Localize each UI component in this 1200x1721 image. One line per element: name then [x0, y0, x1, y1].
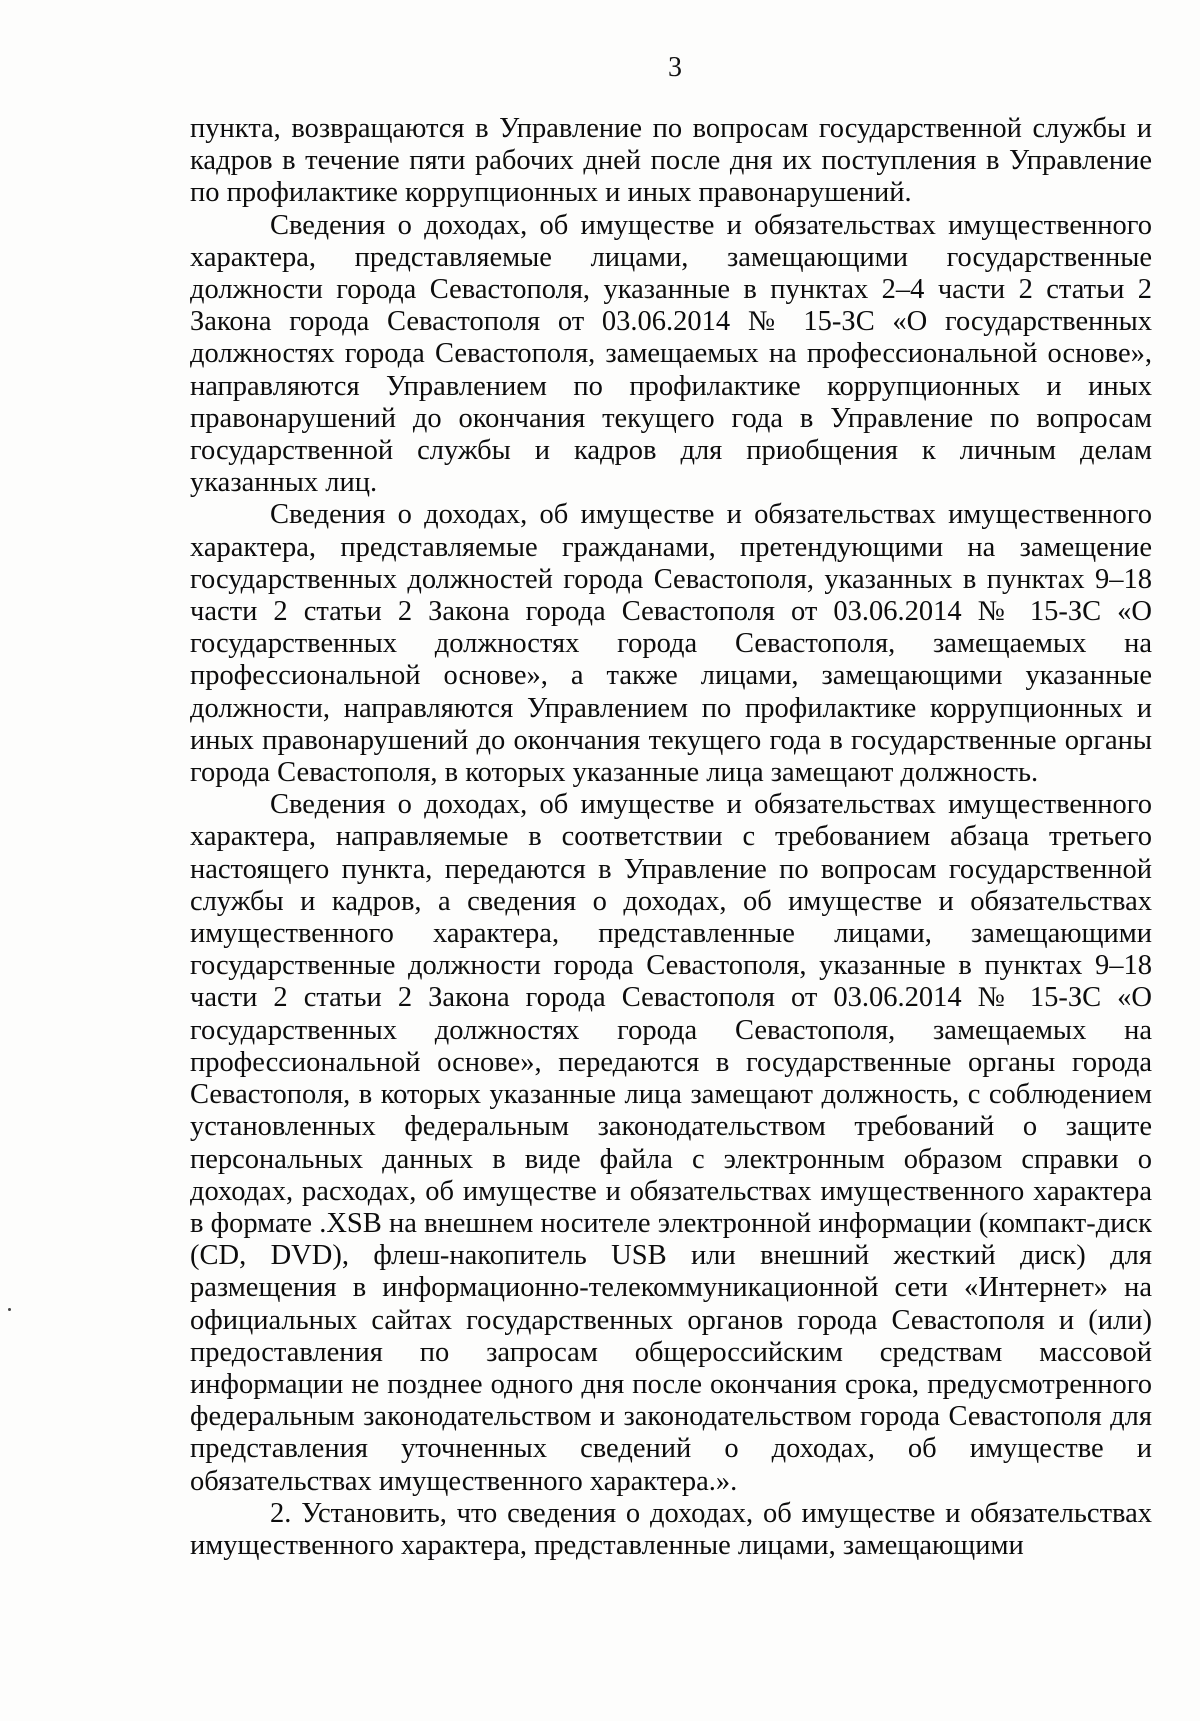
paragraph-transfer-of-declarations: Сведения о доходах, об имуществе и обязательствах имущественного характера, направляемые в соответствии с требованием абзаца третьего настоящего пункта, передаются в Управление по вопросам государственной службы и кадров, а сведения о доходах, об имуществе и обязательствах имущественного характера, представленные лицами, замещающими государственные должности города Севастополя, указанные в пунктах 9–18 части 2 статьи 2 Закона города Севастополя от 03.06.2014 № 15-ЗС «О государственных должностях города Севастополя, замещаемых на профессиональной основе», передаются в государственные органы города Севастополя, в которых указанные лица замещают должность, с соблюдением установленных федеральным законодательством требований о защите персональных данных в виде файла с электронным образом справки о доходах, расходах, об имуществе и обязательствах имущественного характера в формате .XSB на внешнем носителе электронной информации (компакт-диск (CD, DVD), флеш-накопитель USB или внешний жесткий диск) для размещения в информационно-телекоммуникационной сети «Интернет» на официальных сайтах государственных органов города Севастополя и (или) предоставления по запросам общероссийским средствам массовой информации не позднее одного дня после окончания срока, предусмотренного федеральным законодательством и законодательством города Севастополя для представления уточненных сведений о доходах, об имуществе и обязательствах имущественного характера.».: [190, 789, 1152, 1497]
paragraph-officials-declarations: Сведения о доходах, об имуществе и обязательствах имущественного характера, представляемые лицами, замещающими государственные должности города Севастополя, указанные в пунктах 2–4 части 2 статьи 2 Закона города Севастополя от 03.06.2014 № 15-ЗС «О государственных должностях города Севастополя, замещаемых на профессиональной основе», направляются Управлением по профилактике коррупционных и иных правонарушений до окончания текущего года в Управление по вопросам государственной службы и кадров для приобщения к личным делам указанных лиц.: [190, 209, 1152, 499]
paragraph-item-2: 2. Установить, что сведения о доходах, об имуществе и обязательствах имущественного характера, представленные лицами, замещающими: [190, 1497, 1152, 1561]
paragraph-candidates-declarations: Сведения о доходах, об имуществе и обязательствах имущественного характера, представляемые гражданами, претендующими на замещение государственных должностей города Севастополя, указанных в пунктах 9–18 части 2 статьи 2 Закона города Севастополя от 03.06.2014 № 15-ЗС «О государственных должностях города Севастополя, замещаемых на профессиональной основе», а также лицами, замещающими указанные должности, направляются Управлением по профилактике коррупционных и иных правонарушений до окончания текущего года в государственные органы города Севастополя, в которых указанные лица замещают должность.: [190, 499, 1152, 789]
page-number: 3: [668, 52, 682, 83]
scan-speck: [8, 1308, 11, 1311]
paragraph-continuation: пункта, возвращаются в Управление по вопросам государственной службы и кадров в течение пяти рабочих дней после дня их поступления в Управление по профилактике коррупционных и иных правонарушений.: [190, 113, 1152, 209]
document-body: [190, 113, 1152, 1562]
